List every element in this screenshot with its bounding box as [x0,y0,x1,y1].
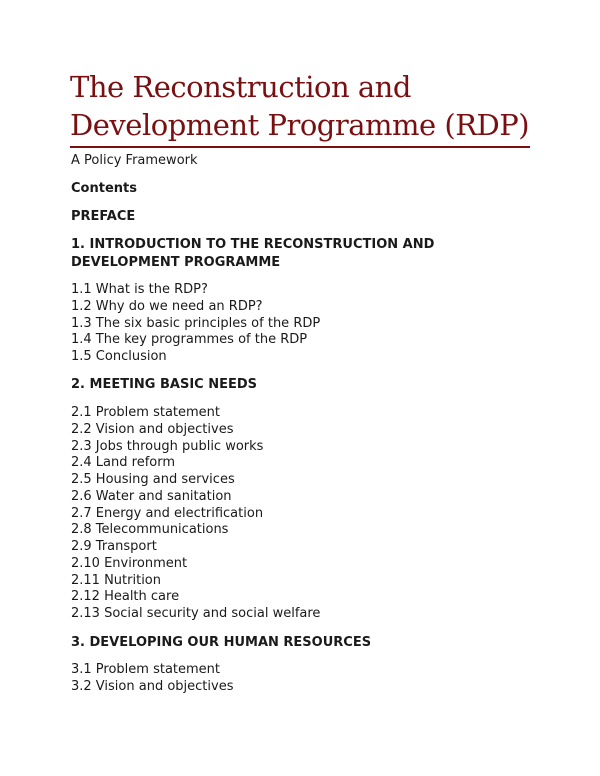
preface-heading: PREFACE [71,209,136,224]
document-title-line-1: The Reconstruction and [70,70,411,104]
section-3-list [71,662,233,696]
toc-item-2-9: 2.9 Transport [71,539,157,554]
toc-item-2-3: 2.3 Jobs through public works [71,438,264,454]
section-1-list [71,282,320,366]
section-2-list [71,405,320,623]
contents-heading: Contents [71,181,137,196]
section-2-heading: 2. MEETING BASIC NEEDS [71,377,258,392]
toc-item-2-6: 2.6 Water and sanitation [71,488,232,504]
toc-item-1-5: 1.5 Conclusion [71,349,167,364]
document-subtitle: A Policy Framework [71,153,198,168]
toc-item-1-2: 1.2 Why do we need an RDP? [71,298,263,314]
toc-item-2-4: 2.4 Land reform [71,455,176,471]
document-title-line-2: Development Programme (RDP) [70,108,530,142]
toc-item-1-4: 1.4 The key programmes of the RDP [71,332,308,348]
toc-item-2-1: 2.1 Problem statement [71,405,221,420]
toc-item-3-1: 3.1 Problem statement [71,662,221,677]
toc-item-1-1: 1.1 What is the RDP? [71,282,208,297]
section-3-heading: 3. DEVELOPING OUR HUMAN RESOURCES [71,635,372,650]
title-underline-rule [70,146,530,148]
toc-item-2-5: 2.5 Housing and services [71,472,235,487]
toc-item-2-10: 2.10 Environment [71,555,188,571]
section-1-heading-line-1: 1. INTRODUCTION TO THE RECONSTRUCTION AND [71,237,435,252]
section-1-heading [71,236,434,272]
toc-item-3-2: 3.2 Vision and objectives [71,678,234,694]
section-1-heading-line-2: DEVELOPMENT PROGRAMME [71,255,281,270]
toc-item-2-2: 2.2 Vision and objectives [71,421,234,437]
toc-item-1-3: 1.3 The six basic principles of the RDP [71,315,321,331]
document-title [70,68,540,144]
toc-item-2-11: 2.11 Nutrition [71,572,161,588]
toc-item-2-7: 2.7 Energy and electrification [71,505,264,521]
toc-item-2-13: 2.13 Social security and social welfare [71,606,321,621]
toc-item-2-8: 2.8 Telecommunications [71,522,229,538]
toc-item-2-12: 2.12 Health care [71,589,180,605]
